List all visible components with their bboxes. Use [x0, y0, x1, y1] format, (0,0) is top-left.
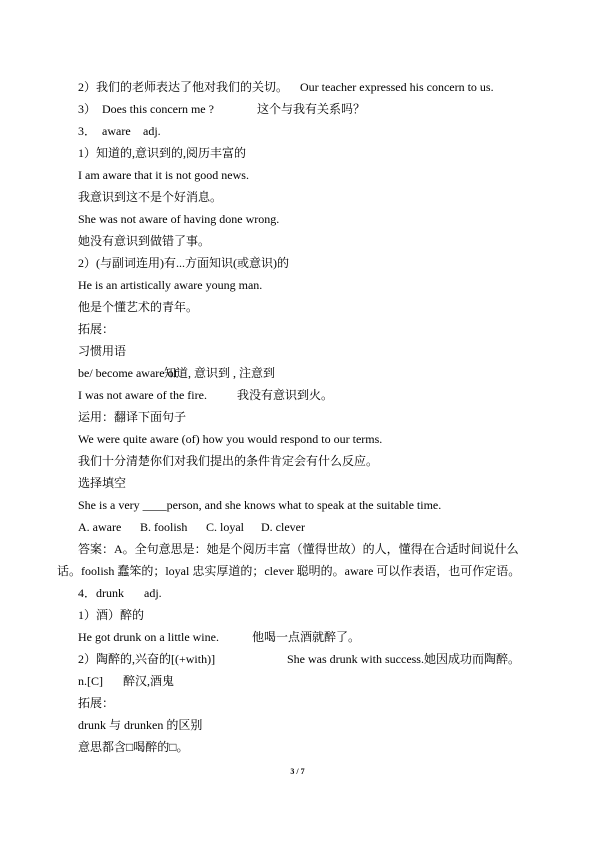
text-line — [78, 164, 538, 186]
text-line — [78, 318, 538, 340]
page-body — [57, 76, 538, 758]
line-text: 话。foolish 蠢笨的；loyal 忠实厚道的；clever 聪明的。aware 可以作表语，也可作定语。 — [57, 564, 521, 578]
line-text: She is a very ____person, and she knows what to speak at the suitable time. — [78, 498, 442, 512]
text-line — [78, 340, 538, 362]
line-text-chinese: 这个与我有关系吗？ — [257, 102, 366, 116]
line-text: 运用：翻译下面句子 — [78, 410, 187, 424]
line-text-english: Our teacher expressed his concern to us. — [300, 80, 494, 94]
line-text: 习惯用语 — [78, 344, 127, 358]
text-line — [78, 362, 538, 384]
text-line — [78, 472, 538, 494]
text-line — [78, 428, 538, 450]
text-line — [78, 142, 538, 164]
text-line — [78, 670, 538, 692]
text-line — [78, 406, 538, 428]
text-line — [78, 296, 538, 318]
headword: aware — [102, 124, 131, 138]
text-line — [78, 76, 538, 98]
answer-explanation — [78, 538, 538, 560]
line-text-english: She was drunk with success.她因成功而陶醉。 — [287, 652, 520, 666]
line-text: 拓展： — [78, 322, 115, 336]
line-text: 拓展： — [78, 696, 115, 710]
line-text: 她没有意识到做错了事。 — [78, 234, 211, 248]
text-line — [78, 714, 538, 736]
text-line — [78, 626, 538, 648]
line-text: 选择填空 — [78, 476, 127, 490]
line-text: 答案：A。全句意思是：她是个阅历丰富（懂得世故）的人，懂得在合适时间说什么 — [78, 542, 519, 556]
part-of-speech: adj. — [143, 124, 161, 138]
answer-explanation-continued — [57, 560, 538, 582]
line-text: 1）酒）醉的 — [78, 608, 145, 622]
question-stem — [78, 494, 538, 516]
text-line — [78, 648, 538, 670]
line-text: 2）(与副词连用)有...方面知识(或意识)的 — [78, 256, 289, 270]
line-text: 他是个懂艺术的青年。 — [78, 300, 199, 314]
line-text: We were quite aware (of) how you would respond to our terms. — [78, 432, 383, 446]
line-text: She was not aware of having done wrong. — [78, 212, 280, 226]
headword: 4．drunk — [78, 586, 124, 600]
text-line — [78, 604, 538, 626]
line-text-english: Does this concern me ? — [102, 102, 214, 116]
line-text: drunk 与 drunken 的区别 — [78, 718, 203, 732]
line-text-english: be/ become aware of — [78, 366, 178, 380]
text-line — [78, 692, 538, 714]
line-text-chinese: 2）陶醉的,兴奋的[(+with)] — [78, 652, 216, 666]
text-line — [78, 252, 538, 274]
text-line — [78, 230, 538, 252]
option-c: C. loyal — [206, 520, 244, 534]
line-text: I am aware that it is not good news. — [78, 168, 249, 182]
line-text: He is an artistically aware young man. — [78, 278, 263, 292]
option-a: A. aware — [78, 520, 122, 534]
line-text-chinese: 知道, 意识到 , 注意到 — [164, 366, 276, 380]
section-heading — [78, 582, 538, 604]
line-text: 我们十分清楚你们对我们提出的条件肯定会有什么反应。 — [78, 454, 379, 468]
line-text: 意思都含□喝醉的□。 — [78, 740, 189, 754]
answer-options — [78, 516, 538, 538]
line-text-english: He got drunk on a little wine. — [78, 630, 219, 644]
line-text-chinese: 醉汉,酒鬼 — [123, 674, 175, 688]
text-line — [78, 384, 538, 406]
section-number: 3． — [78, 124, 97, 138]
text-line — [78, 98, 538, 120]
option-d: D. clever — [261, 520, 305, 534]
line-text-chinese: 我没有意识到火。 — [237, 388, 334, 402]
text-line — [78, 450, 538, 472]
option-b: B. foolish — [140, 520, 188, 534]
list-number: 3） — [78, 102, 97, 116]
page-number: 3 / 7 — [290, 767, 305, 776]
text-line — [78, 736, 538, 758]
line-text-chinese: 他喝一点酒就醉了。 — [252, 630, 361, 644]
text-line — [78, 208, 538, 230]
line-text: 1）知道的,意识到的,阅历丰富的 — [78, 146, 247, 160]
part-of-speech: n.[C] — [78, 674, 103, 688]
part-of-speech: adj. — [144, 586, 162, 600]
line-text: 2）我们的老师表达了他对我们的关切。 — [78, 80, 289, 94]
text-line — [78, 274, 538, 296]
line-text-english: I was not aware of the fire. — [78, 388, 207, 402]
text-line — [78, 186, 538, 208]
section-heading — [78, 120, 538, 142]
line-text: 我意识到这不是个好消息。 — [78, 190, 223, 204]
